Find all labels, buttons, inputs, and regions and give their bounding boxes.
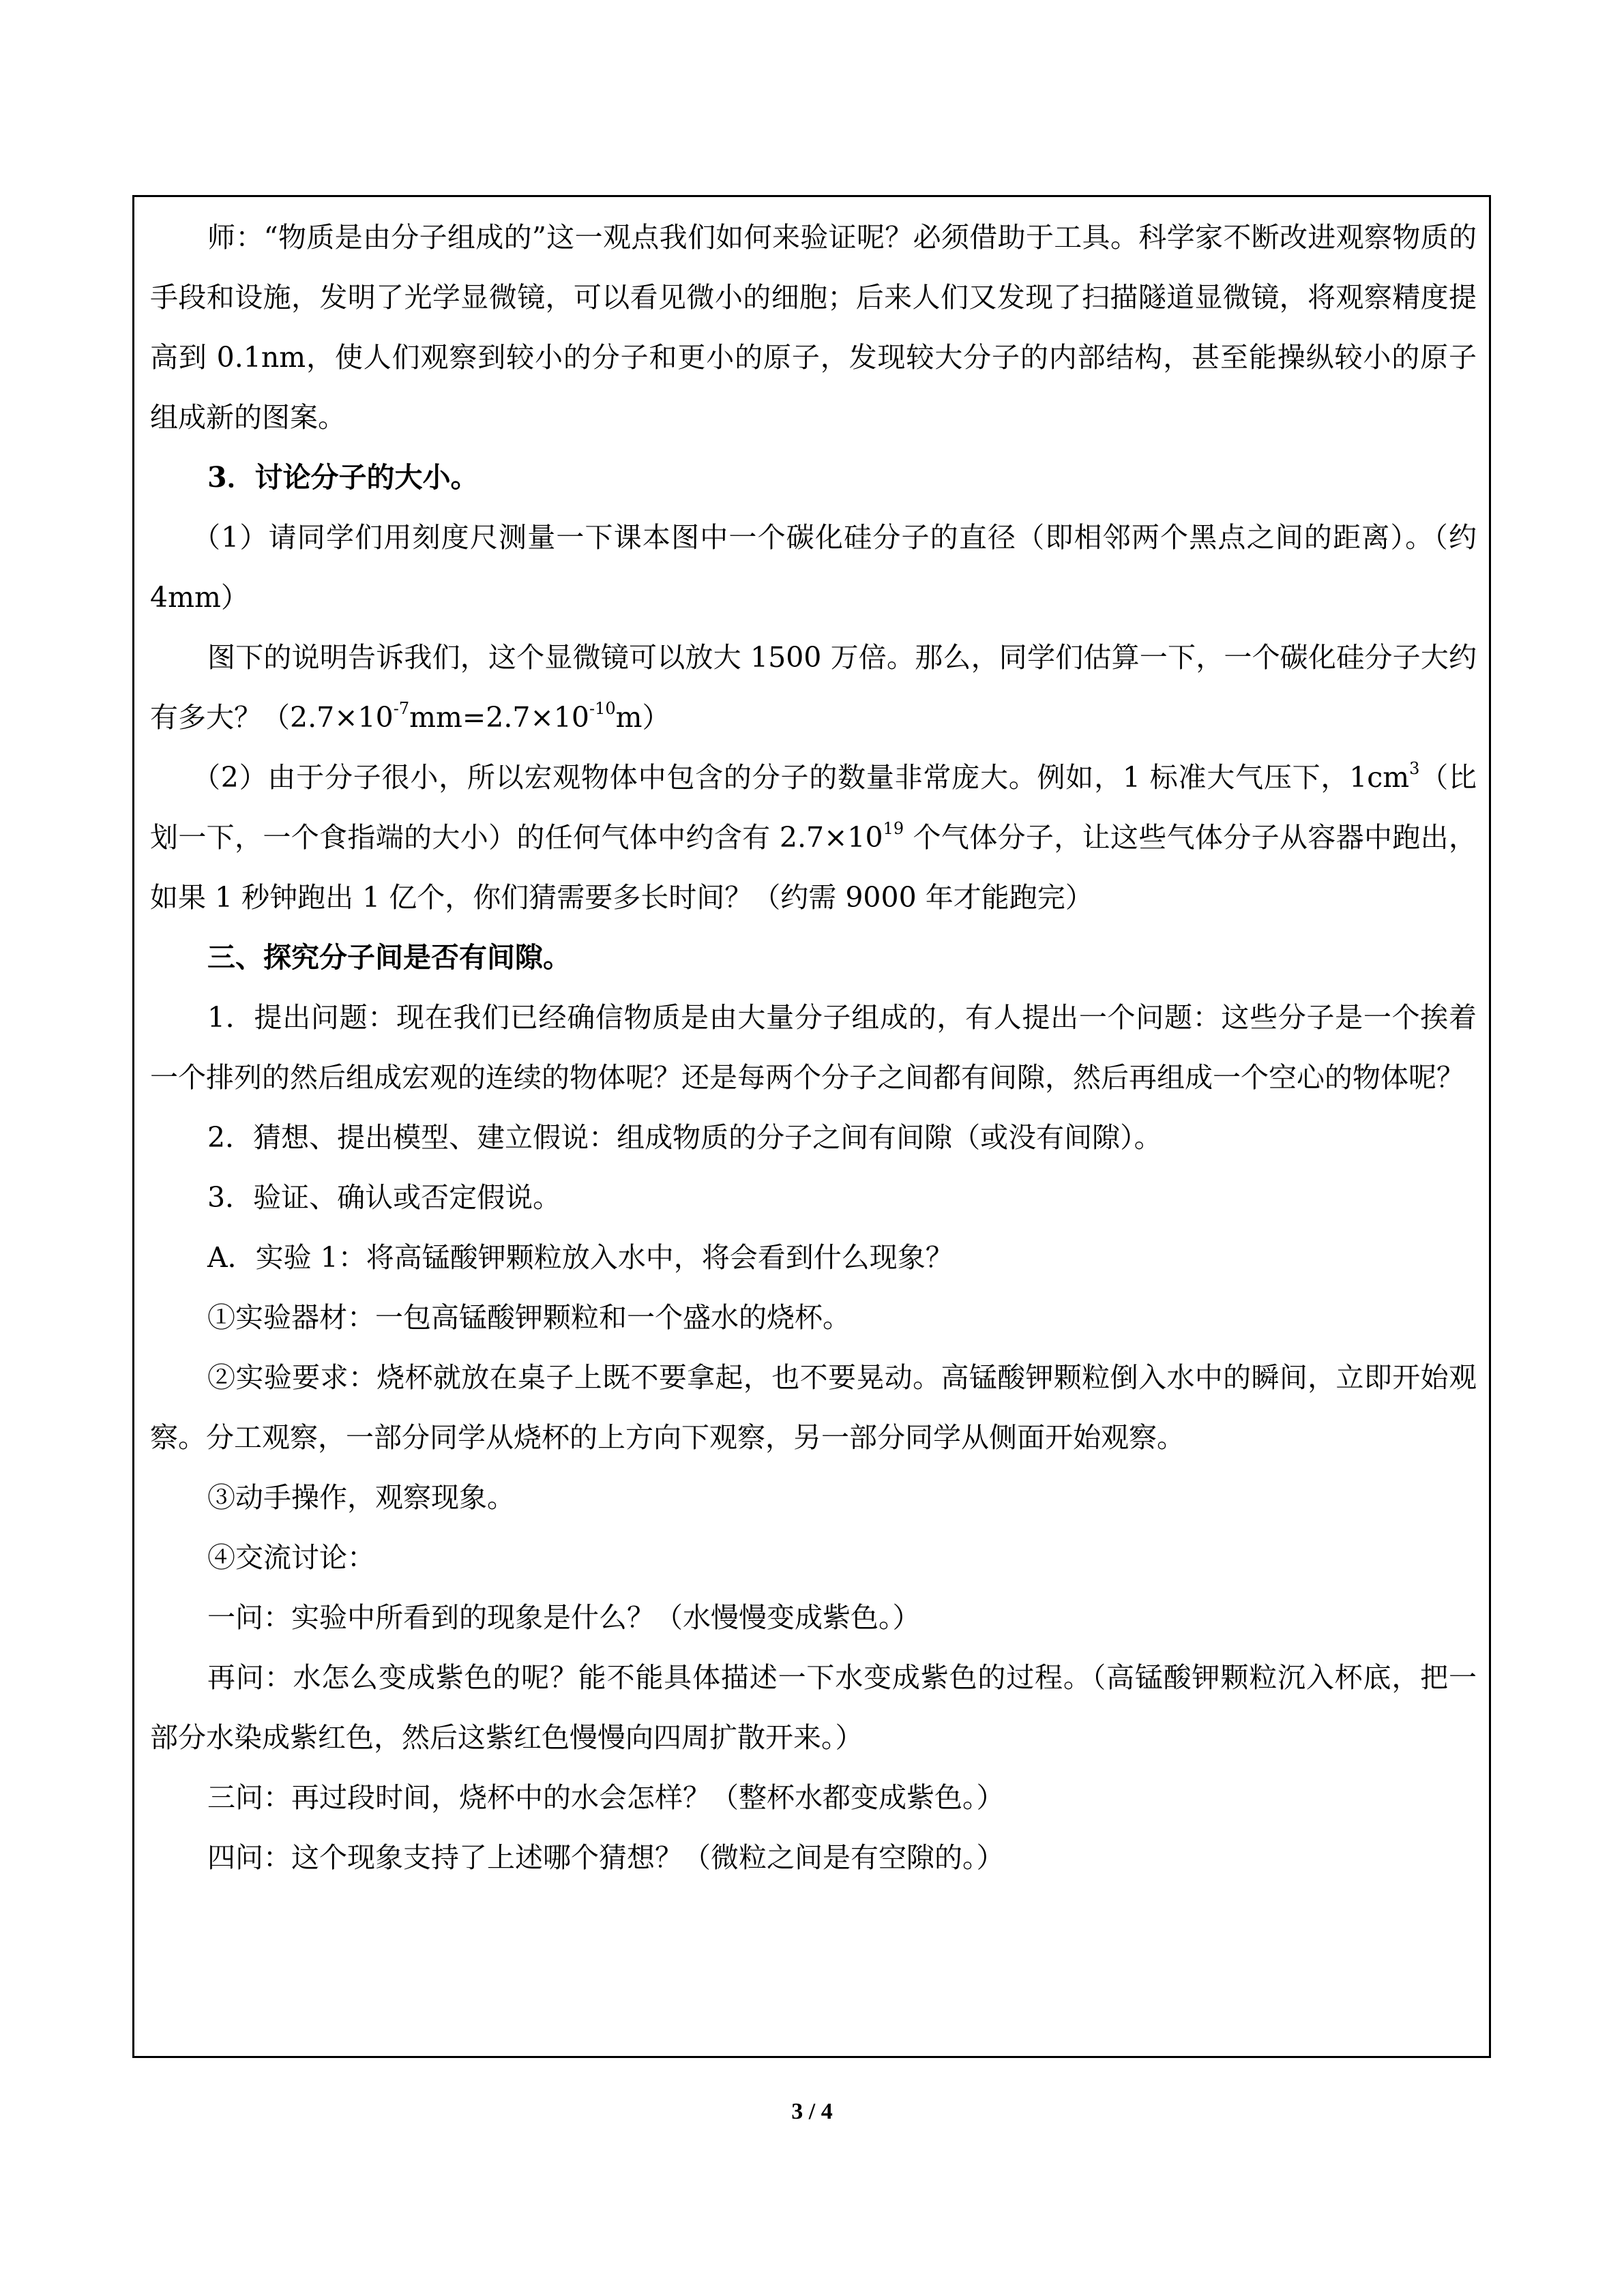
paragraph-raise-question: 1．提出问题：现在我们已经确信物质是由大量分子组成的，有人提出一个问题：这些分子是一个挨着一个排列的然后组成宏观的连续的物体呢？还是每两个分子之间都有间隙，然后再组成一个空心的物体呢？ xyxy=(150,1001,1477,1094)
paragraph-hypothesis: 2．猜想、提出模型、建立假说：组成物质的分子之间有间隙（或没有间隙）。 xyxy=(207,1121,1162,1154)
paragraph-measure-diameter: （1）请同学们用刻度尺测量一下课本图中一个碳化硅分子的直径（即相邻两个黑点之间的距离）。（约 4mm） xyxy=(150,521,1477,614)
text-segment: mm=2.7×10 xyxy=(409,701,589,734)
heading-molecule-gaps: 三、探究分子间是否有间隙。 xyxy=(207,941,571,974)
text-segment: （2）由于分子很小，所以宏观物体中包含的分子的数量非常庞大。例如，1 标准大气压下，1cm xyxy=(192,761,1410,794)
paragraph-teacher-intro: 师：“物质是由分子组成的”这一观点我们如何来验证呢？必须借助于工具。科学家不断改进观察物质的手段和设施，发明了光学显微镜，可以看见微小的细胞；后来人们又发现了扫描隧道显微镜，将观察精度提高到 0.1nm，使人们观察到较小的分子和更小的原子，发现较大分子的内部结构，甚至能操纵较小的原子组成新的图案。 xyxy=(150,221,1477,434)
paragraph-verify: 3．验证、确认或否定假说。 xyxy=(207,1181,561,1214)
superscript: 19 xyxy=(883,819,904,839)
superscript: -10 xyxy=(589,699,616,719)
paragraph-discussion: ④交流讨论： xyxy=(207,1541,375,1574)
paragraph-question-4: 四问：这个现象支持了上述哪个猜想？（微粒之间是有空隙的。） xyxy=(207,1841,1005,1874)
document-body xyxy=(150,207,1477,1888)
paragraph-operate: ③动手操作，观察现象。 xyxy=(207,1481,515,1514)
paragraph-question-2: 再问：水怎么变成紫色的呢？能不能具体描述一下水变成紫色的过程。（高锰酸钾颗粒沉入杯底，把一部分水染成紫红色，然后这紫红色慢慢向四周扩散开来。） xyxy=(150,1661,1477,1754)
heading-molecule-size: 3．讨论分子的大小。 xyxy=(207,461,479,494)
superscript: -7 xyxy=(393,699,410,719)
text-segment: （比划一下，一个食指端的大小）的任何气体中约含有 2.7×10 xyxy=(150,761,1477,854)
paragraph-experiment-1: A．实验 1：将高锰酸钾颗粒放入水中，将会看到什么现象？ xyxy=(207,1241,954,1274)
paragraph-requirements: ②实验要求：烧杯就放在桌子上既不要拿起，也不要晃动。高锰酸钾颗粒倒入水中的瞬间，立即开始观察。分工观察，一部分同学从烧杯的上方向下观察，另一部分同学从侧面开始观察。 xyxy=(150,1361,1477,1454)
text-segment: 图下的说明告诉我们，这个显微镜可以放大 1500 万倍。那么，同学们估算一下，一个碳化硅分子大约有多大？（2.7×10 xyxy=(150,641,1477,734)
paragraph-question-1: 一问：实验中所看到的现象是什么？（水慢慢变成紫色。） xyxy=(207,1601,921,1634)
paragraph-molecule-count xyxy=(150,747,1477,927)
paragraph-equipment: ①实验器材：一包高锰酸钾颗粒和一个盛水的烧杯。 xyxy=(207,1301,851,1334)
text-segment: 个气体分子，让这些气体分子从容器中跑出，如果 1 秒钟跑出 1 亿个，你们猜需要多长时间？（约需 9000 年才能跑完） xyxy=(150,821,1477,914)
paragraph-question-3: 三问：再过段时间，烧杯中的水会怎样？（整杯水都变成紫色。） xyxy=(207,1781,1005,1814)
superscript: 3 xyxy=(1409,759,1420,779)
paragraph-estimate-size xyxy=(150,627,1477,747)
text-segment: m） xyxy=(615,701,670,734)
page-number: 3 / 4 xyxy=(791,2099,833,2124)
